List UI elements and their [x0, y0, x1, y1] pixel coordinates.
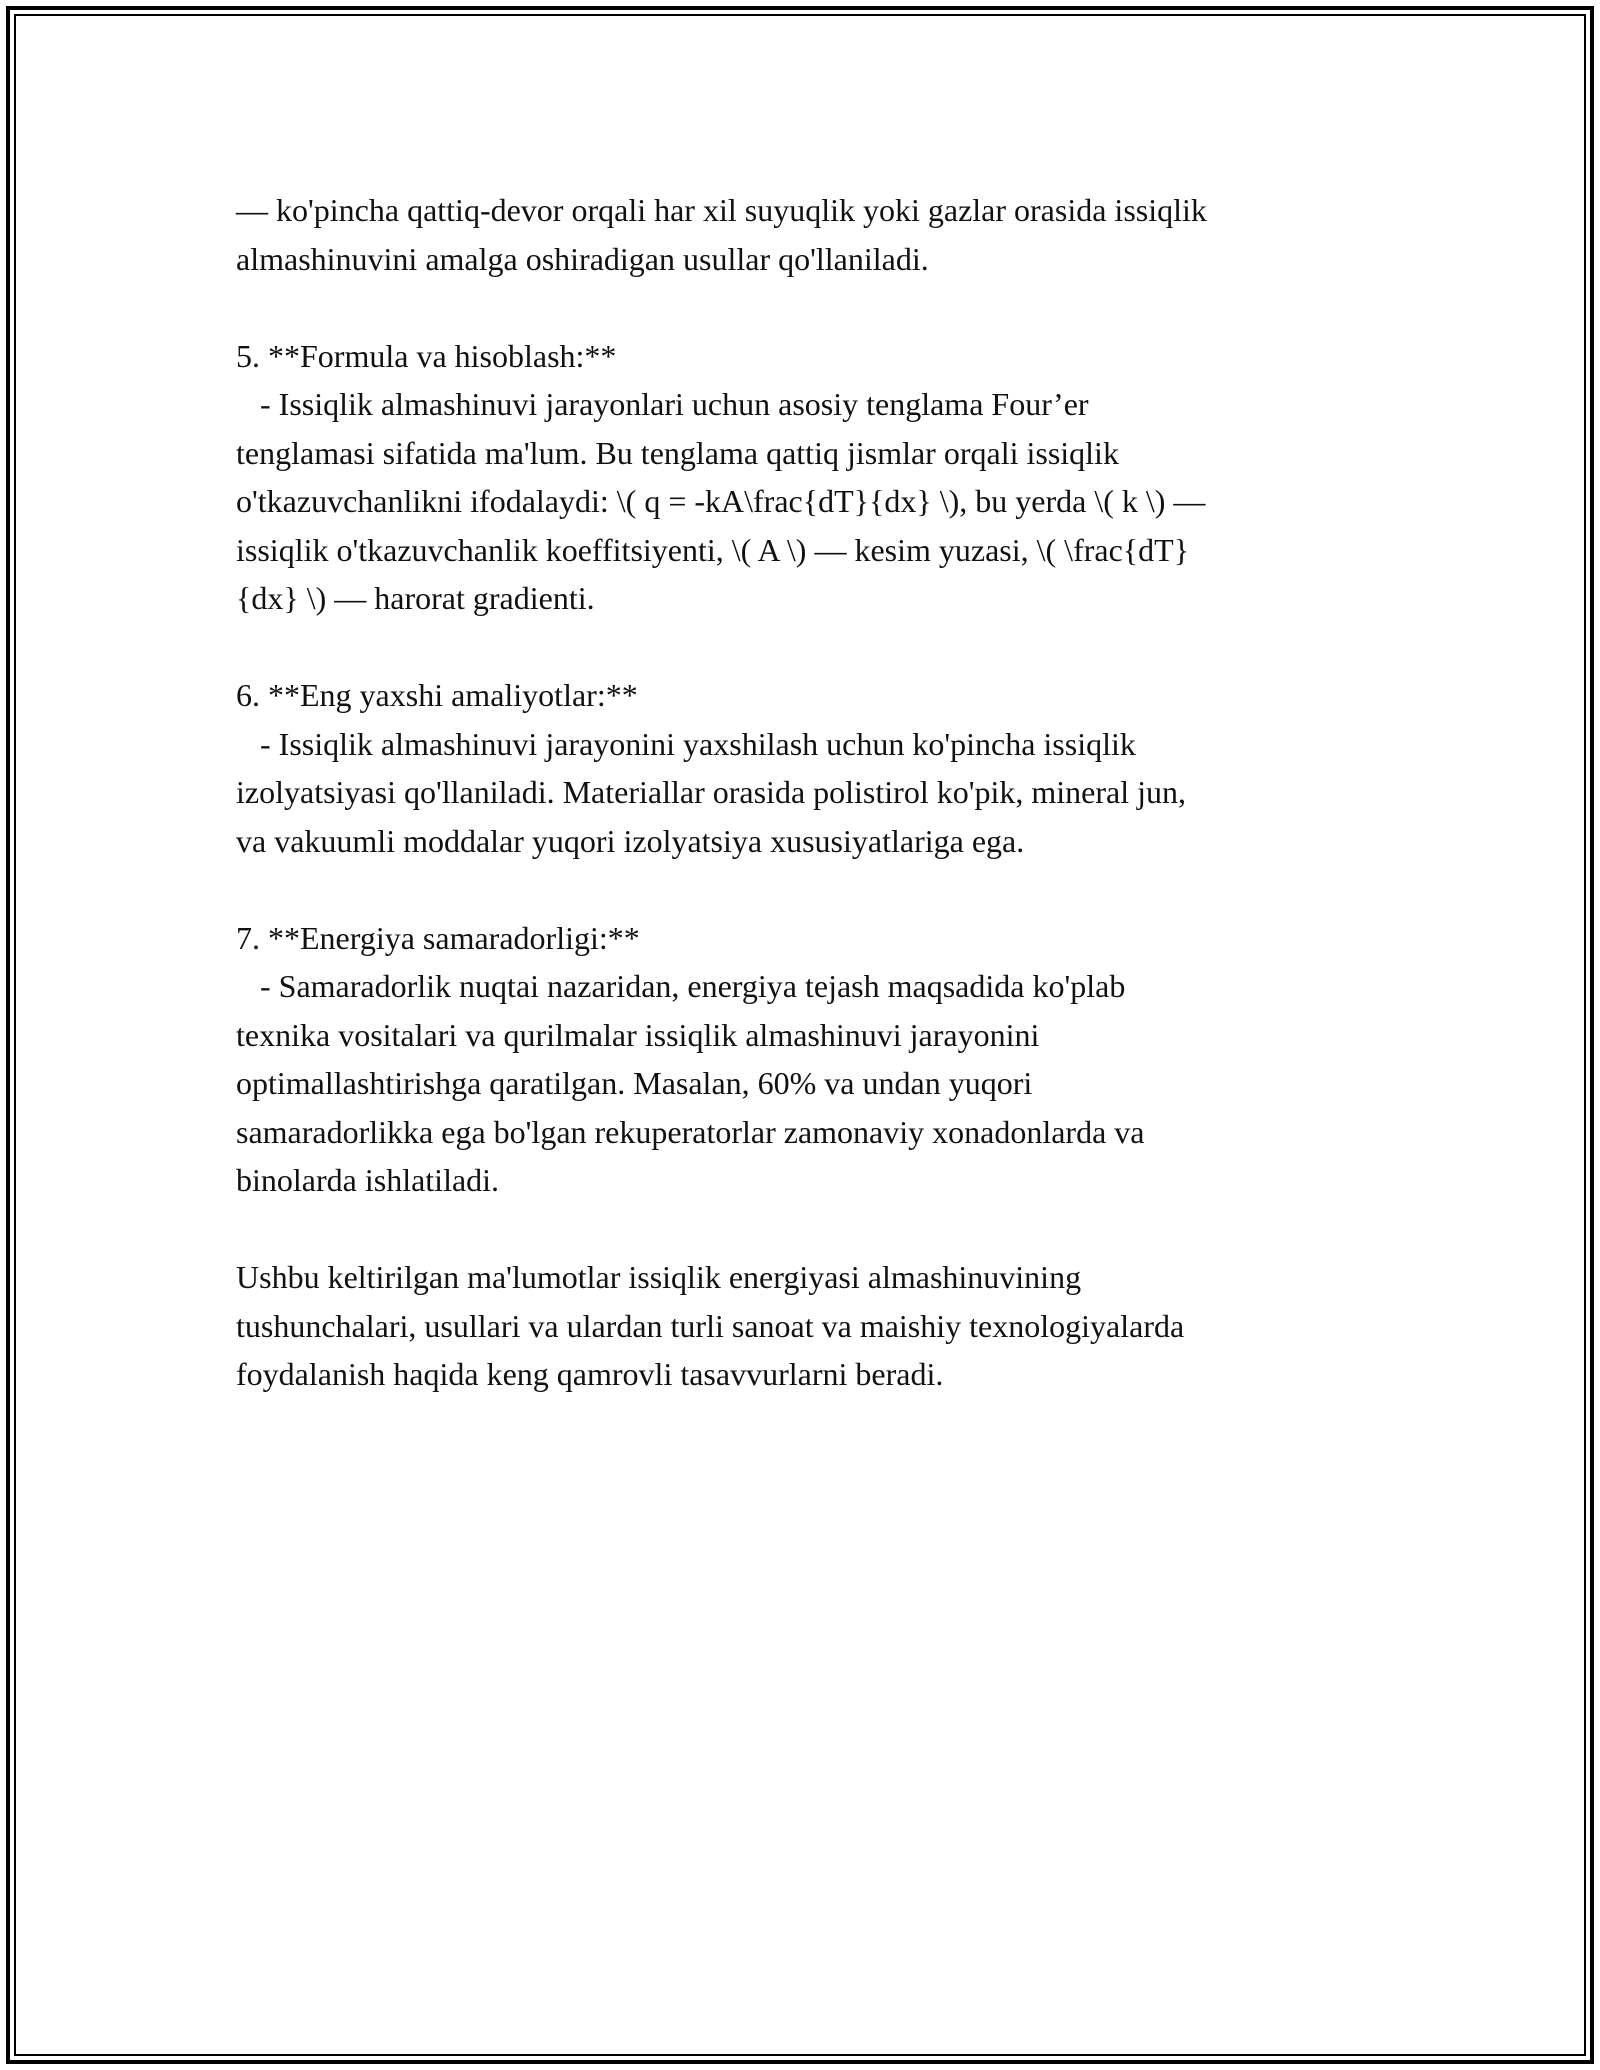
intro-paragraph — [236, 186, 1366, 283]
text-line: optimallashtirishga qaratilgan. Masalan, 60% va undan yuqori — [236, 1065, 1033, 1101]
text-line: - Issiqlik almashinuvi jarayonlari uchun asosiy tenglama Four’er — [236, 386, 1089, 422]
text-line: izolyatsiyasi qo'llaniladi. Materiallar orasida polistirol ko'pik, mineral jun, — [236, 774, 1186, 810]
section-formula — [236, 332, 1366, 623]
text-line: tushunchalari, usullari va ulardan turli sanoat va maishiy texnologiyalarda — [236, 1307, 1185, 1344]
text-line: - Issiqlik almashinuvi jarayonini yaxshilash uchun ko'pincha issiqlik — [236, 725, 1136, 762]
text-line: o'tkazuvchanlikni ifodalaydi: \( q = -kA\frac{dT}{dx} \), bu yerda \( k \) — — [236, 483, 1206, 519]
section-best-practices — [236, 671, 1366, 865]
text-line: {dx} \) — harorat gradienti. — [236, 580, 595, 616]
text-line: almashinuvini amalga oshiradigan usullar qo'llaniladi. — [236, 240, 929, 277]
document-body — [236, 186, 1366, 1447]
conclusion-paragraph — [236, 1253, 1366, 1399]
section-heading: 6. **Eng yaxshi amaliyotlar:** — [236, 677, 638, 713]
text-line: tenglamasi sifatida ma'lum. Bu tenglama qattiq jismlar orqali issiqlik — [236, 434, 1119, 471]
text-line: Ushbu keltirilgan ma'lumotlar issiqlik energiyasi almashinuvining — [236, 1259, 1082, 1295]
text-line: — ko'pincha qattiq-devor orqali har xil suyuqlik yoki gazlar orasida issiqlik — [236, 192, 1207, 228]
text-line: - Samaradorlik nuqtai nazaridan, energiya tejash maqsadida ko'plab — [236, 968, 1126, 1004]
section-heading: 7. **Energiya samaradorligi:** — [236, 919, 640, 956]
text-line: foydalanish haqida keng qamrovli tasavvurlarni beradi. — [236, 1356, 944, 1392]
text-line: binolarda ishlatiladi. — [236, 1162, 500, 1198]
text-line: issiqlik o'tkazuvchanlik koeffitsiyenti, \( A \) — kesim yuzasi, \( \frac{dT} — [236, 531, 1190, 568]
text-line: va vakuumli moddalar yuqori izolyatsiya xususiyatlariga ega. — [236, 822, 1025, 859]
text-line: texnika vositalari va qurilmalar issiqlik almashinuvi jarayonini — [236, 1016, 1040, 1053]
text-line: samaradorlikka ega bo'lgan rekuperatorlar zamonaviy xonadonlarda va — [236, 1113, 1145, 1150]
section-heading: 5. **Formula va hisoblash:** — [236, 337, 617, 374]
section-energy-efficiency — [236, 914, 1366, 1205]
